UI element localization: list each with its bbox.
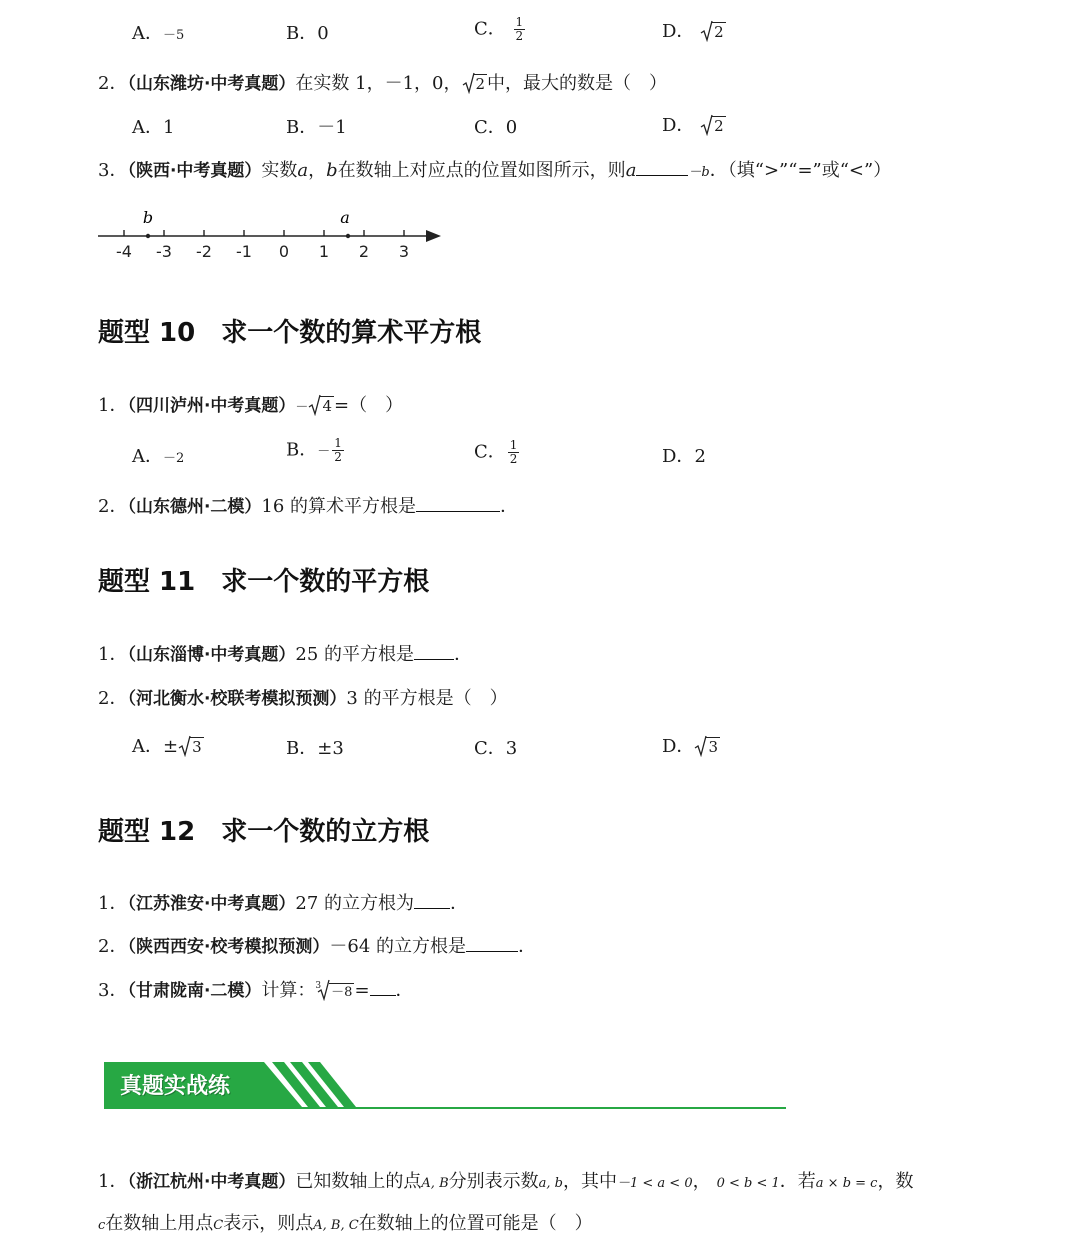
section-title-12: 题型 12 求一个数的立方根 [98, 817, 430, 847]
question-source: （四川泸州·中考真题） [127, 396, 296, 416]
sec12-question-3 [98, 979, 414, 1006]
option-value: 0 [505, 117, 518, 138]
option-value: 3 [505, 738, 518, 759]
question-text: ，其中 [562, 1171, 617, 1192]
radicand: 3 [708, 738, 718, 756]
sqrt-expression [700, 20, 726, 44]
option-b[interactable] [286, 737, 344, 761]
question-source: （山东潍坊·中考真题） [127, 74, 296, 94]
answer-blank[interactable] [466, 935, 518, 952]
sqrt-expression [700, 114, 726, 138]
practice-question-1-line-1 [98, 1170, 913, 1196]
question-text: 25 的平方根是 [295, 644, 415, 665]
question-text: 27 的立方根为 [295, 893, 415, 914]
option-d[interactable] [662, 20, 726, 44]
plus-minus-sign: ± [163, 736, 179, 757]
minus-sign: － [295, 400, 309, 415]
sec12-question-1 [98, 892, 468, 916]
question-text: ，数 [877, 1171, 914, 1192]
practice-question-1-line-2 [98, 1212, 593, 1238]
option-d[interactable] [662, 445, 706, 469]
question-text: 实数 [261, 160, 298, 181]
fraction [508, 439, 520, 466]
punctuation: ． [454, 644, 473, 665]
sec11-question-2 [98, 687, 508, 711]
option-c[interactable] [474, 116, 517, 140]
option-value: 0 [317, 23, 329, 44]
option-value: －1 [317, 117, 347, 138]
option-label: B． [286, 738, 318, 759]
option-label: C． [474, 117, 506, 138]
variable-a: a [625, 160, 637, 181]
option-label: B． [286, 117, 318, 138]
number-line-tick-label: -3 [156, 242, 172, 261]
question-number: 3． [98, 980, 128, 1001]
point-b-dot [146, 234, 150, 238]
punctuation: ， [692, 1171, 711, 1192]
fraction-denominator: 2 [515, 29, 524, 43]
question-3 [98, 159, 891, 185]
practice-banner [104, 1062, 789, 1112]
option-label: A． [132, 446, 163, 467]
option-value: ±3 [317, 738, 344, 759]
radicand: 3 [192, 738, 202, 756]
radicand: 4 [322, 397, 332, 415]
product-equation: a × b = c [815, 1176, 878, 1191]
sqrt-expression [694, 735, 720, 759]
number-line-tick-label: -1 [236, 242, 252, 261]
question-number: 1． [98, 893, 128, 914]
variable-a: a [297, 160, 309, 181]
option-a[interactable] [132, 735, 204, 759]
question-text: =（ ） [333, 395, 404, 416]
sqrt-expression [462, 72, 488, 96]
sec11-question-1 [98, 643, 472, 667]
question-text: －64 的立方根是 [329, 936, 467, 957]
radicand: 2 [714, 23, 724, 41]
option-value: 1 [163, 117, 175, 138]
banner-label: 真题实战练 [120, 1074, 231, 1099]
section-title-10: 题型 10 求一个数的算术平方根 [98, 318, 482, 348]
option-label: A． [132, 23, 163, 44]
points-abc: A, B, C [313, 1218, 359, 1233]
question-text: 已知数轴上的点 [295, 1171, 422, 1192]
fraction-numerator: 1 [334, 436, 342, 450]
sqrt-expression [178, 735, 204, 759]
question-number: 1． [98, 1171, 128, 1192]
answer-blank[interactable] [370, 979, 396, 996]
option-value: －5 [163, 28, 185, 43]
number-line-tick-label: -4 [116, 242, 132, 261]
question-source: （河北衡水·校联考模拟预测） [127, 689, 347, 709]
punctuation: ． [395, 980, 414, 1001]
radical-sign-icon [700, 20, 713, 42]
option-label: D． [662, 115, 695, 136]
equals-sign: = [354, 980, 370, 1001]
point-a-label: a [340, 208, 350, 227]
option-a[interactable] [132, 116, 174, 140]
sec10-question-1 [98, 394, 403, 420]
question-number: 2． [98, 496, 128, 517]
question-number: 2． [98, 73, 128, 94]
option-label: C． [474, 18, 506, 40]
question-text: 表示，则点 [223, 1213, 314, 1234]
question-number: 1． [98, 395, 128, 416]
option-c[interactable] [474, 439, 521, 466]
option-value: 2 [694, 446, 706, 467]
question-source: （浙江杭州·中考真题） [127, 1172, 296, 1192]
option-a[interactable] [132, 445, 184, 471]
number-line-ticks [116, 230, 409, 261]
question-text: 计算： [261, 980, 316, 1001]
root-index: 3 [315, 981, 322, 991]
answer-blank[interactable] [414, 892, 450, 909]
fraction-numerator: 1 [515, 15, 524, 29]
radical-sign-icon [308, 394, 321, 416]
cube-root-expression [317, 979, 354, 1003]
sec12-question-2 [98, 935, 536, 959]
sqrt-expression [308, 394, 334, 418]
fraction [332, 437, 344, 464]
number-line-tick-label: 2 [358, 242, 370, 261]
option-c[interactable] [474, 737, 517, 761]
question-text: 16 的算术平方根是 [261, 496, 417, 517]
option-label: C． [474, 738, 506, 759]
question-text: 3 的平方根是（ ） [346, 688, 508, 709]
number-line-tick-label: 0 [278, 242, 290, 261]
option-label: B． [286, 23, 318, 44]
question-2 [98, 72, 667, 96]
punctuation: ． [518, 936, 537, 957]
banner-underline [104, 1107, 786, 1109]
fraction-denominator: 2 [334, 450, 342, 464]
option-b[interactable] [286, 22, 329, 46]
radicand: 2 [475, 75, 486, 93]
option-label: D． [662, 736, 695, 757]
answer-blank[interactable] [416, 495, 500, 512]
answer-blank[interactable] [636, 159, 688, 176]
points-ab: A, B [421, 1176, 449, 1191]
fraction-denominator: 2 [509, 452, 518, 466]
answer-blank[interactable] [414, 643, 454, 660]
option-label: A． [132, 117, 163, 138]
option-value: －2 [163, 451, 185, 466]
point-c: C [213, 1218, 224, 1233]
question-source: （陕西西安·校考模拟预测） [127, 937, 330, 957]
question-text: 在数轴上的位置可能是（ ） [358, 1213, 593, 1234]
option-label: C． [474, 441, 506, 463]
variable-b: b [326, 160, 338, 181]
radical-sign-icon [178, 735, 191, 757]
number-line [96, 205, 446, 267]
punctuation: ． [500, 496, 519, 517]
question-text: ．（填“>”“=”或“<”） [709, 160, 892, 181]
question-text: 在数轴上用点 [105, 1213, 214, 1234]
question-text: 中，最大的数是（ ） [487, 73, 668, 94]
condition-b: 0 < b < 1 [716, 1176, 780, 1191]
number-line-arrow-icon [426, 230, 441, 242]
question-number: 2． [98, 688, 128, 709]
question-number: 2． [98, 936, 128, 957]
question-source: （山东德州·二模） [127, 497, 262, 517]
condition-a: －1 < a < 0 [616, 1176, 693, 1191]
question-number: 3． [98, 160, 128, 181]
option-a[interactable] [132, 22, 184, 48]
option-c[interactable] [474, 16, 527, 43]
radical-sign-icon [317, 979, 330, 1001]
option-d[interactable] [662, 735, 720, 759]
radicand: －8 [331, 985, 353, 1000]
question-source: （山东淄博·中考真题） [127, 645, 296, 665]
question-source: （江苏淮安·中考真题） [127, 894, 296, 914]
question-number: 1． [98, 644, 128, 665]
fraction-numerator: 1 [509, 438, 518, 452]
option-label: D． [662, 21, 695, 42]
question-source: （陕西·中考真题） [127, 161, 262, 181]
radicand: 2 [714, 117, 724, 135]
minus-sign: － [317, 444, 331, 460]
sec10-question-2 [98, 495, 518, 519]
question-text: 在实数 1，－1，0， [295, 73, 462, 94]
number-line-tick-label: -2 [196, 242, 212, 261]
radical-sign-icon [700, 114, 713, 136]
punctuation: ． [450, 893, 469, 914]
option-b[interactable] [286, 116, 347, 140]
number-line-tick-label: 3 [398, 242, 410, 261]
fraction [514, 16, 526, 43]
radical-sign-icon [462, 72, 475, 94]
question-text: 分别表示数 [448, 1171, 539, 1192]
option-d[interactable] [662, 114, 726, 138]
question-source: （甘肃陇南·二模） [127, 981, 262, 1001]
punctuation: ， [308, 160, 327, 181]
numbers-ab: a, b [538, 1176, 563, 1191]
section-title-11: 题型 11 求一个数的平方根 [98, 567, 430, 597]
option-b[interactable] [286, 437, 346, 465]
option-label: A． [132, 736, 163, 757]
question-text: 在数轴上对应点的位置如图所示，则 [337, 160, 626, 181]
option-label: D． [662, 446, 695, 467]
number-line-tick-label: 1 [318, 242, 330, 261]
point-b-label: b [142, 208, 154, 227]
option-label: B． [286, 439, 318, 461]
question-text: ．若 [779, 1171, 816, 1192]
negative-b: －b [688, 165, 710, 180]
variable-c: c [98, 1218, 106, 1233]
radical-sign-icon [694, 735, 707, 757]
point-a-dot [346, 234, 350, 238]
